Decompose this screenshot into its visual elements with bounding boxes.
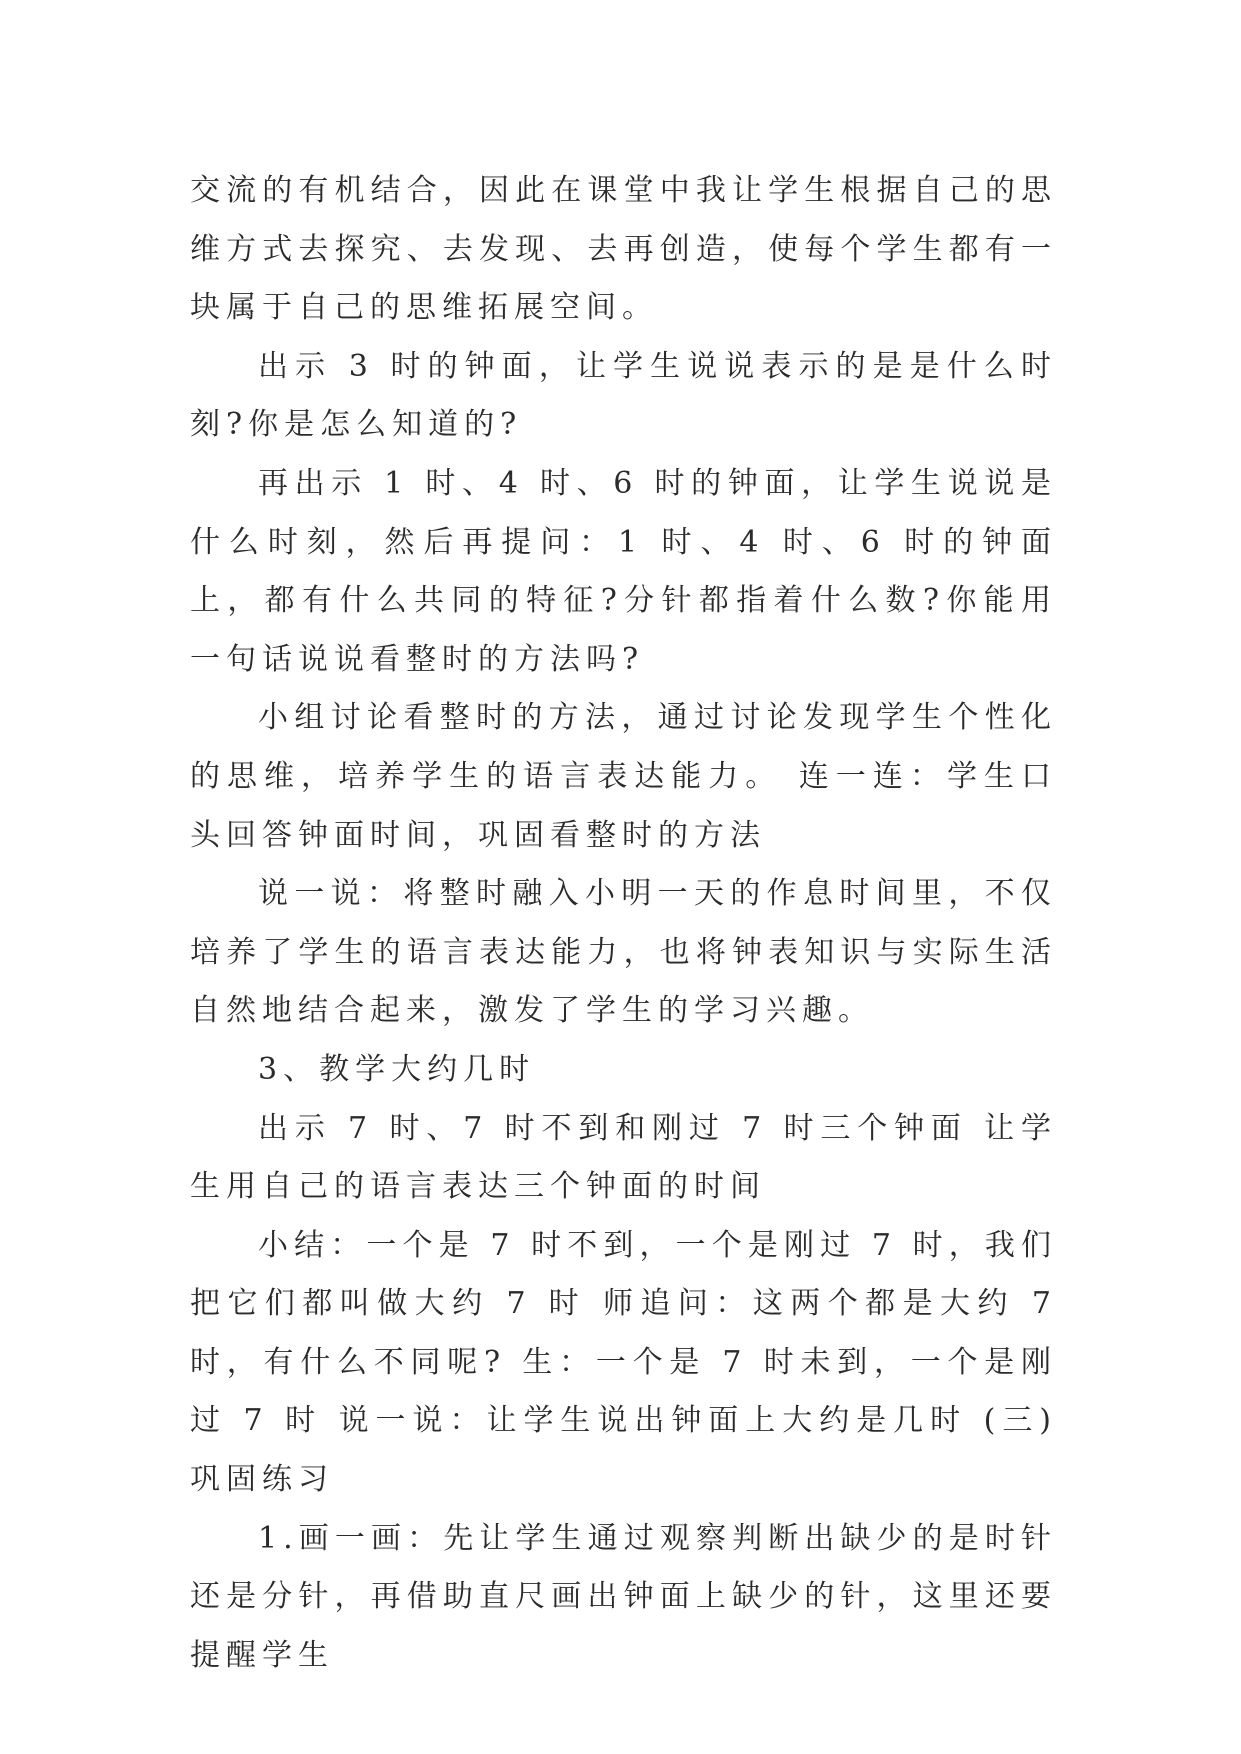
document-page (190, 162, 1057, 1685)
paragraph-8: 小结：一个是 7 时不到，一个是刚过 7 时，我们把它们都叫做大约 7 时 师追问：这两个都是大约 7 时，有什么不同呢? 生：一个是 7 时未到，一个是刚过 7 时 说一说：让学生说出钟面上大约是几时 (三)巩固练习 (190, 1227, 1057, 1498)
paragraph-7: 出示 7 时、7 时不到和刚过 7 时三个钟面 让学生用自己的语言表达三个钟面的时间 (190, 1110, 1057, 1205)
section-heading: 3、教学大约几时 (258, 1051, 536, 1087)
paragraph-1: 交流的有机结合，因此在课堂中我让学生根据自己的思维方式去探究、去发现、去再创造，使每个学生都有一块属于自己的思维拓展空间。 (190, 173, 1057, 326)
paragraph-2: 出示 3 时的钟面，让学生说说表示的是是什么时刻?你是怎么知道的? (190, 348, 1057, 443)
paragraph-5: 说一说：将整时融入小明一天的作息时间里，不仅培养了学生的语言表达能力，也将钟表知识与实际生活自然地结合起来，激发了学生的学习兴趣。 (190, 876, 1057, 1029)
paragraph-9: 1.画一画：先让学生通过观察判断出缺少的是时针还是分针，再借助直尺画出钟面上缺少的针，这里还要提醒学生 (190, 1520, 1057, 1673)
paragraph-4: 小组讨论看整时的方法，通过讨论发现学生个性化的思维，培养学生的语言表达能力。 连一连：学生口头回答钟面时间，巩固看整时的方法 (190, 700, 1057, 853)
paragraph-3: 再出示 1 时、4 时、6 时的钟面，让学生说说是什么时刻，然后再提问：1 时、4 时、6 时的钟面上，都有什么共同的特征?分针都指着什么数?你能用一句话说说看整时的方法吗? (190, 465, 1057, 677)
